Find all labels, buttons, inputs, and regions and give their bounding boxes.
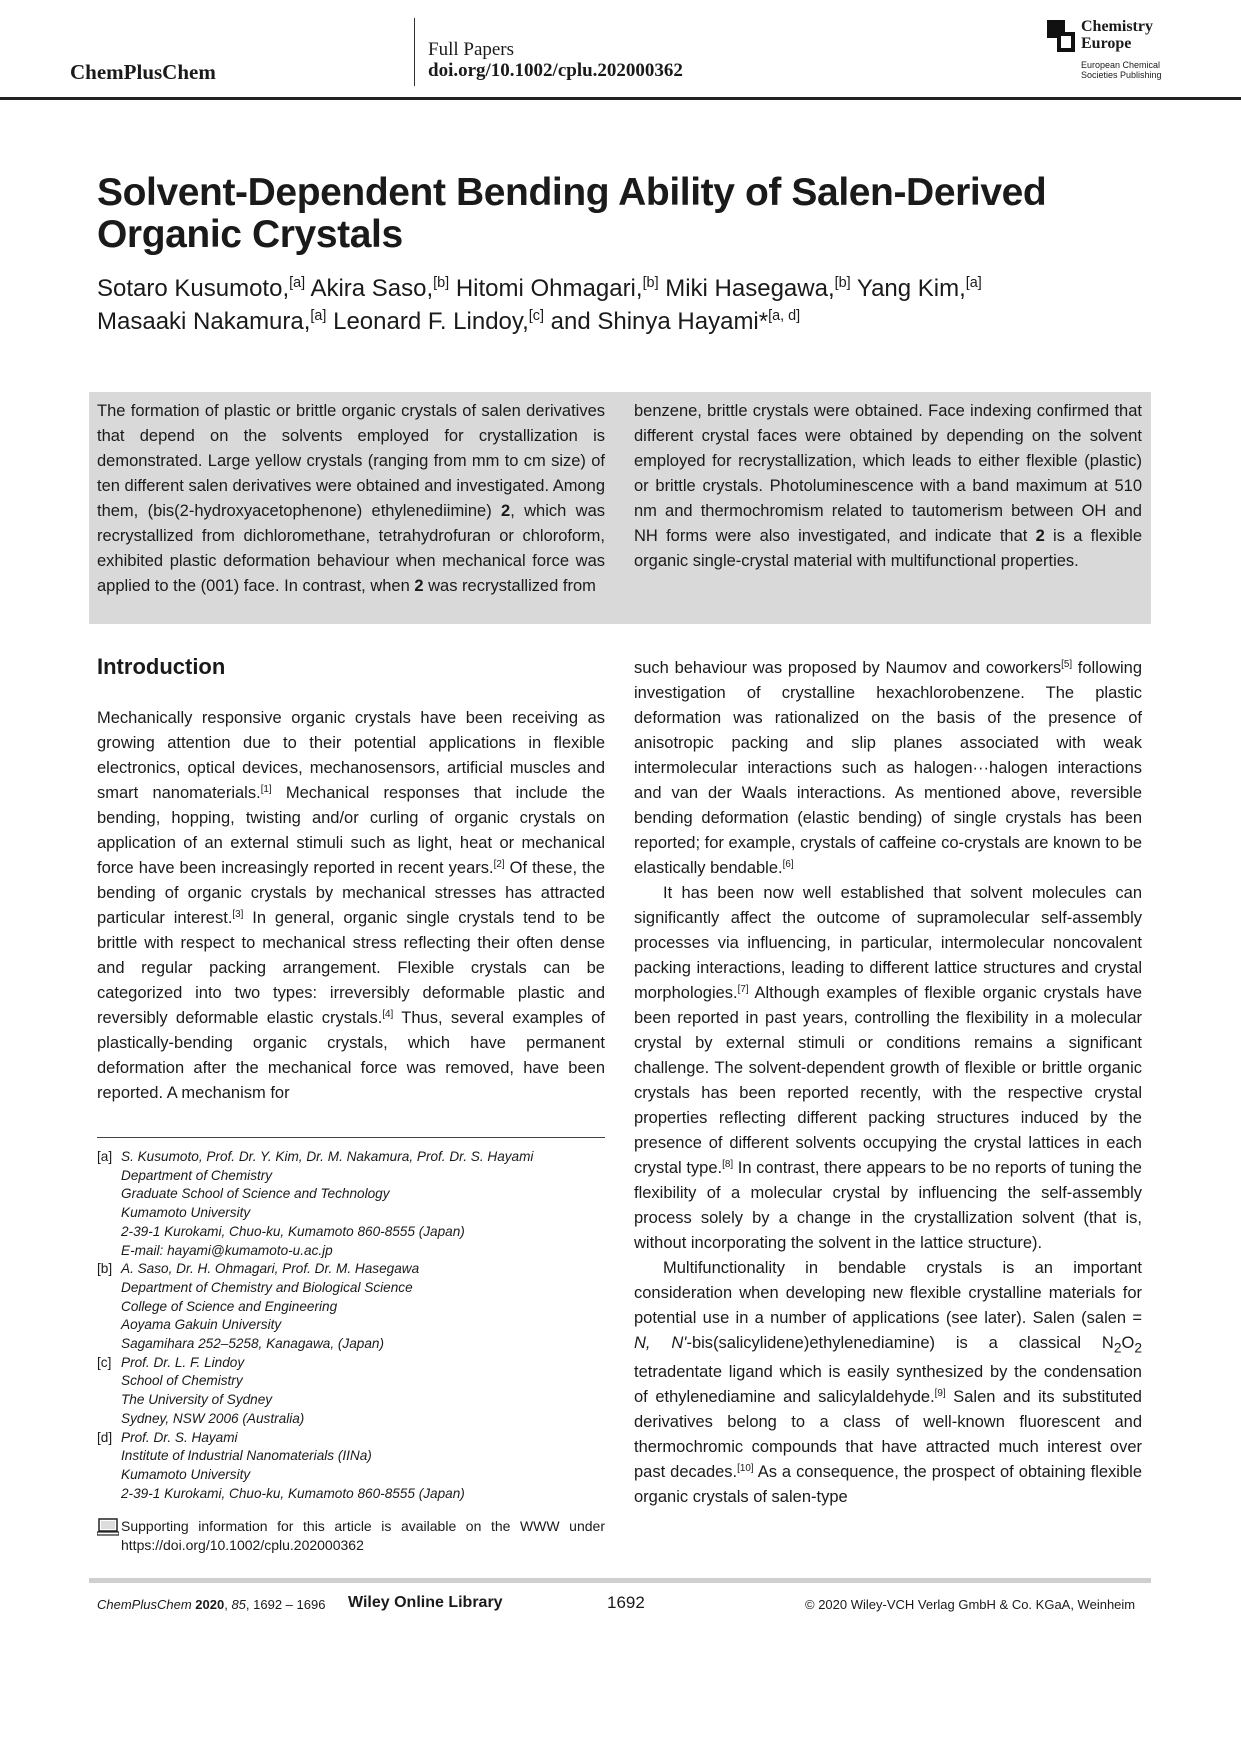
affiliation-marker: [b] [433, 275, 450, 292]
footnote-d [97, 1429, 605, 1504]
footnote-line: College of Science and Engineering [121, 1298, 338, 1314]
body-text: O [1121, 1334, 1135, 1352]
abstract-text: benzene, brittle crystals were obtained. Face indexing confirmed that different crystal faces were obtained by depending on the solvent employed for recrystallization, which leads to either flexible (plastic) or brittle crystals. Photoluminescence with a band maximum at 510 nm and thermochromism related to tautomerism between OH and NH forms were also investigated, and indicate that [634, 402, 1142, 545]
author-line-1 [97, 272, 1157, 305]
footnote-line: Graduate School of Science and Technology [121, 1186, 390, 1202]
footnote-line: 2-39-1 Kurokami, Chuo-ku, Kumamoto 860-8555 (Japan) [121, 1485, 465, 1501]
logo-name-line2: Europe [1081, 35, 1132, 52]
abstract-box [89, 392, 1151, 624]
affiliation-marker: [b] [642, 275, 659, 292]
body-text: following investigation of crystalline hexachlorobenzene. The plastic deformation was rationalized on the basis of the presence of anisotropic packing and slip planes associated with weak intermolecular interactions such as halogen···halogen interactions and van der Waals interactions. As mentioned above, reversible bending deformation (elastic bending) of single crystals has been reported; for example, crystals of caffeine co-crystals are known to be elastically bendable. [634, 659, 1143, 877]
footer-journal: ChemPlusChem [97, 1597, 192, 1612]
subscript: 2 [1134, 1340, 1142, 1356]
footnote-line: Department of Chemistry and Biological Science [121, 1279, 413, 1295]
abstract-text: is a flexible organic single-crystal material with multifunctional properties. [634, 527, 1142, 570]
body-text: Salen and its substituted derivatives belong to a class of well-known fluorescent and thermochromic compounds that have attracted much interest over past decades. [634, 1388, 1142, 1482]
footnote-rule [97, 1137, 605, 1138]
abstract-column-right [634, 399, 1142, 574]
affiliation-marker: [c] [528, 308, 544, 325]
reference-marker[interactable]: [2] [493, 859, 505, 871]
compound-number: 2 [501, 502, 511, 520]
body-text: Of these, the bending of organic crystals by mechanical stresses has attracted particular interest. [97, 859, 605, 927]
body-text: tetradentate ligand which is easily synthesized by the condensation of ethylenediamine and salicylaldehyde. [634, 1363, 1142, 1407]
reference-marker[interactable]: [10] [737, 1463, 754, 1475]
body-text: In general, organic single crystals tend to be brittle with respect to mechanical stress reflecting their often dense and regular packing arrangement. Flexible crystals can be categorized into two types: irreversibly deformable plastic and reversibly deformable elastic crystals. [97, 909, 605, 1027]
reference-marker[interactable]: [6] [782, 859, 794, 871]
italic-text: N, N' [634, 1334, 687, 1352]
wiley-online-library-link[interactable]: Wiley Online Library [348, 1594, 503, 1611]
affiliation-marker: [a] [289, 275, 306, 292]
supporting-info-note [97, 1517, 605, 1555]
author-line-2 [97, 305, 1157, 338]
footer-rule [89, 1578, 1151, 1583]
footnote-line: Institute of Industrial Nanomaterials (IINa) [121, 1448, 372, 1464]
affiliation-marker: [a, d] [768, 308, 801, 325]
body-text: As a consequence, the prospect of obtaining flexible organic crystals of salen-type [634, 1463, 1142, 1507]
page-number: 1692 [607, 1593, 645, 1612]
footnote-line: Sagamihara 252–5258, Kanagawa, (Japan) [121, 1336, 385, 1352]
footnote-label: [a] [97, 1149, 113, 1164]
body-text: In contrast, there appears to be no reports of tuning the flexibility of a molecular crystal by influencing the self-assembly process solely by a change in the crystallization solvent (that is, without incorporating the solvent in the lattice structure). [634, 1159, 1142, 1252]
author-name: and Shinya Hayami* [543, 308, 769, 335]
author-name: Masaaki Nakamura, [97, 308, 311, 335]
abstract-text: The formation of plastic or brittle organic crystals of salen derivatives that depend on the solvents employed for crystallization is demonstrated. Large yellow crystals (ranging from mm to cm size) of ten different salen derivatives were obtained and investigated. Among them, (bis(2-hydroxyacetophenone) ethylenediimine) [97, 402, 605, 520]
article-title [97, 172, 1157, 256]
body-column-left [97, 706, 605, 1106]
subscript: 2 [1113, 1340, 1122, 1356]
logo-name-line1: Chemistry [1081, 18, 1153, 35]
body-column-right [634, 656, 1142, 1510]
computer-icon [97, 1518, 119, 1536]
affiliation-marker: [b] [834, 275, 851, 292]
section-type: Full Papers [428, 39, 515, 60]
footnote-line: Prof. Dr. L. F. Lindoy [121, 1354, 245, 1370]
footer-volume: 85 [231, 1597, 246, 1612]
publisher-logo[interactable] [1047, 18, 1177, 80]
footnote-line: 2-39-1 Kurokami, Chuo-ku, Kumamoto 860-8555 (Japan) [121, 1223, 465, 1239]
doi-link[interactable]: doi.org/10.1002/cplu.202000362 [428, 60, 683, 81]
footnote-email[interactable]: E-mail: hayami@kumamoto-u.ac.jp [121, 1242, 333, 1258]
author-name: Yang Kim, [850, 275, 966, 302]
reference-marker[interactable]: [3] [232, 909, 244, 921]
affiliation-marker: [a] [310, 308, 327, 325]
footnote-label: [c] [97, 1354, 112, 1370]
reference-marker[interactable]: [4] [382, 1009, 394, 1021]
header-divider [414, 18, 415, 86]
title-line-2: Organic Crystals [97, 213, 403, 256]
footnote-label: [b] [97, 1261, 113, 1277]
journal-name: ChemPlusChem [70, 60, 216, 84]
compound-number: 2 [1035, 527, 1045, 545]
footnote-line: The University of Sydney [121, 1392, 273, 1408]
author-name: Akira Saso, [305, 275, 434, 302]
abstract-column-left [97, 399, 605, 599]
paragraph [634, 1256, 1142, 1510]
author-name: Leonard F. Lindoy, [326, 308, 529, 335]
body-text: Mechanical responses that include the bending, hopping, twisting and/or curling of organic crystals on application of an external stimuli such as light, heat or mechanical force have been increasingly reported in recent years. [97, 784, 605, 877]
abstract-text: , which was recrystallized from dichloromethane, tetrahydrofuran or chloroform, exhibited plastic deformation behaviour when mechanical force was applied to the (001) face. In contrast, when [97, 502, 605, 595]
reference-marker[interactable]: [5] [1061, 659, 1073, 671]
footnote-b [97, 1260, 605, 1354]
body-text: Thus, several examples of plastically-bending organic crystals, which have permanent deformation after the mechanical force was removed, have been reported. A mechanism for [97, 1009, 605, 1102]
footnote-line: S. Kusumoto, Prof. Dr. Y. Kim, Dr. M. Nakamura, Prof. Dr. S. Hayami [121, 1149, 534, 1164]
footnote-line: School of Chemistry [121, 1373, 243, 1389]
body-text: such behaviour was proposed by Naumov and coworkers [634, 659, 1062, 677]
footnote-a [97, 1148, 605, 1260]
reference-marker[interactable]: [7] [737, 984, 749, 996]
section-heading-introduction: Introduction [97, 654, 226, 679]
footer-year: 2020 [195, 1597, 225, 1612]
paragraph [634, 881, 1142, 1256]
author-name: Sotaro Kusumoto, [97, 275, 290, 302]
body-text: -bis(salicylidene)ethylenediamine) is a classical N [686, 1334, 1114, 1352]
footnote-line: Kumamoto University [121, 1205, 251, 1221]
footnote-c [97, 1354, 605, 1429]
logo-sub-line1: European Chemical [1081, 60, 1161, 70]
footer-citation: ChemPlusChem 2020, 85, 1692 – 1696 [97, 1597, 326, 1612]
footnote-label: [d] [97, 1429, 113, 1445]
reference-marker[interactable]: [9] [934, 1388, 946, 1400]
body-text: Although examples of flexible organic crystals have been reported in past years, controlling the flexibility in a molecular crystal by external stimuli or conditions remains a significant challenge. The solvent-dependent growth of flexible or brittle organic crystals has been reported recently, with the respective crystal properties reflecting different packing structures induced by the presence of different solvents occupying the crystal lattices in each crystal type. [634, 984, 1142, 1177]
footnote-line: A. Saso, Dr. H. Ohmagari, Prof. Dr. M. Hasegawa [121, 1261, 420, 1277]
copyright-notice: © 2020 Wiley-VCH Verlag GmbH & Co. KGaA, Weinheim [805, 1597, 1136, 1612]
footnote-line: Department of Chemistry [121, 1167, 273, 1183]
paragraph [634, 656, 1142, 881]
footnote-line: Prof. Dr. S. Hayami [121, 1429, 238, 1445]
footnote-line: Aoyama Gakuin University [121, 1317, 282, 1333]
author-name: Miki Hasegawa, [658, 275, 835, 302]
logo-sub-line2: Societies Publishing [1081, 70, 1162, 80]
footer-pages: , 1692 – 1696 [245, 1597, 326, 1612]
compound-number: 2 [414, 577, 424, 595]
footnote-line: Kumamoto University [121, 1466, 251, 1482]
body-text: Mechanically responsive organic crystals have been receiving as growing attention due to their potential applications in flexible electronics, optical devices, mechanosensors, artificial muscles and smart nanomaterials. [97, 709, 605, 802]
footnote-line: Sydney, NSW 2006 (Australia) [121, 1410, 305, 1426]
affiliation-footnotes [97, 1148, 605, 1503]
reference-marker[interactable]: [1] [260, 784, 272, 796]
supporting-info-text[interactable]: Supporting information for this article is available on the WWW under https://doi.org/10.1002/cplu.202000362 [121, 1518, 605, 1553]
author-list [97, 272, 1157, 338]
title-line-1: Solvent-Dependent Bending Ability of Salen-Derived [97, 171, 1047, 214]
affiliation-marker: [a] [965, 275, 982, 292]
chemistry-europe-logo-icon [1047, 20, 1075, 52]
body-text: Multifunctionality in bendable crystals is an important consideration when developing new flexible crystalline materials for potential use in a number of applications (see later). Salen (salen = [634, 1259, 1142, 1327]
author-name: Hitomi Ohmagari, [449, 275, 643, 302]
reference-marker[interactable]: [8] [722, 1159, 734, 1171]
abstract-text: was recrystallized from [423, 577, 596, 595]
header-rule [0, 97, 1241, 100]
body-text: It has been now well established that solvent molecules can significantly affect the outcome of supramolecular self-assembly processes via influencing, in particular, intermolecular noncovalent packing interactions, leading to different lattice structures and crystal morphologies. [634, 884, 1142, 1002]
paragraph [97, 706, 605, 1106]
